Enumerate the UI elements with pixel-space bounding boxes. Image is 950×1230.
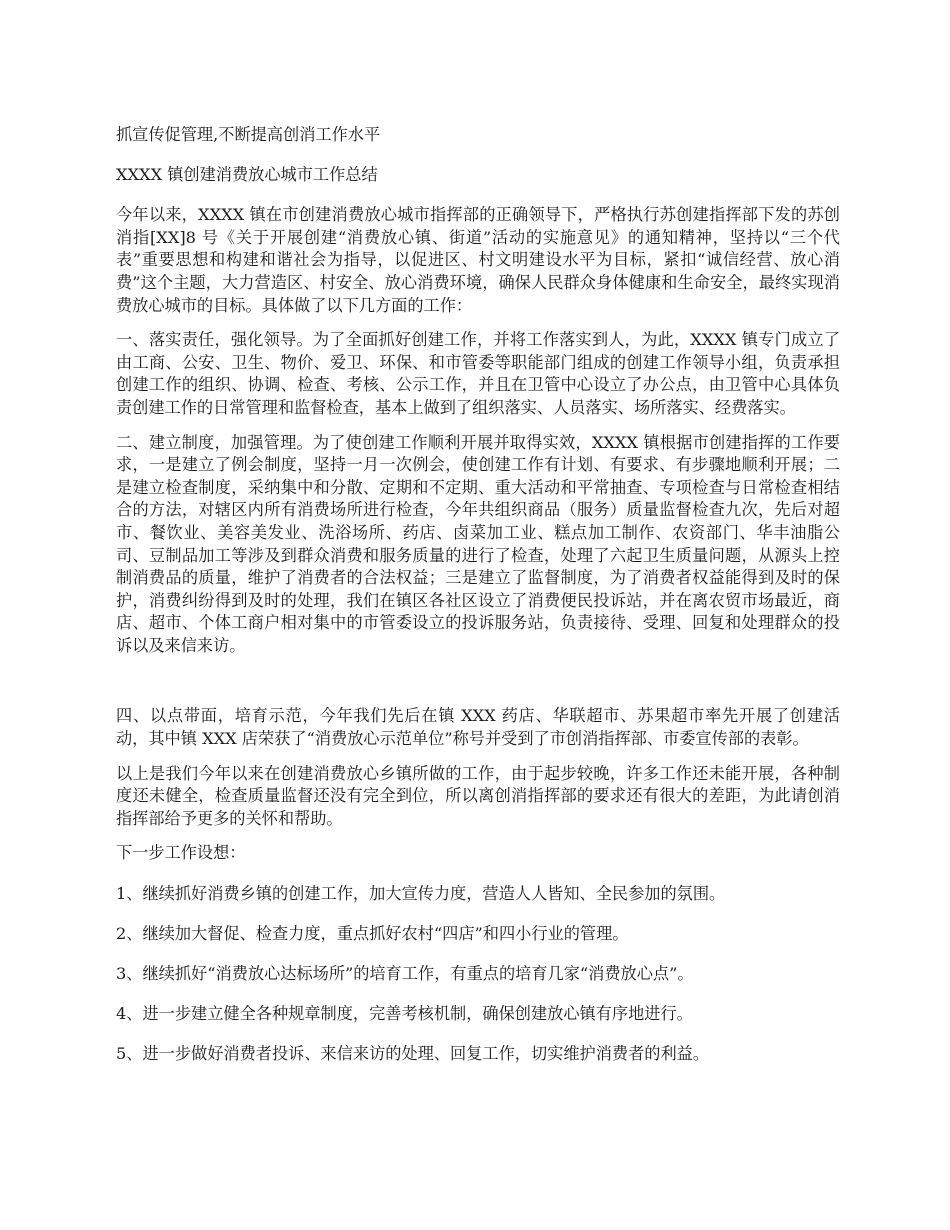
next-step-item: 4、进一步建立健全各种规章制度，完善考核机制，确保创建放心镇有序地进行。 xyxy=(116,1003,693,1023)
next-steps-title: 下一步工作设想： xyxy=(116,843,246,863)
next-step-item: 5、进一步做好消费者投诉、来信来访的处理、回复工作，切实维护消费者的利益。 xyxy=(116,1043,710,1063)
document-body xyxy=(116,124,840,1083)
next-step-item: 1、继续抓好消费乡镇的创建工作，加大宣传力度，营造人人皆知、全民参加的氛围。 xyxy=(116,883,726,903)
section-1-paragraph: 一、落实责任，强化领导。为了全面抓好创建工作，并将工作落实到人，为此，XXXX 镇专门成立了由工商、公安、卫生、物价、爱卫、环保、和市管委等职能部门组成的创建工作领导小组，负责承担创建工作的组织、协调、检查、考核、公示工作，并且在卫管中心设立了办公点，由卫管中心具体负责创建工作的日常管理和监督检查，基本上做到了组织落实、人员落实、场所落实、经费落实。 xyxy=(116,330,840,417)
intro-paragraph: 今年以来，XXXX 镇在市创建消费放心城市指挥部的正确领导下，严格执行苏创建指挥部下发的苏创消指[XX]8 号《关于开展创建“消费放心镇、街道”活动的实施意见》的通知精神，坚持以“三个代表”重要思想和构建和谐社会为指导，以促进区、村文明建设水平为目标，紧扣“诚信经营、放心消费”这个主题，大力营造区、村安全、放心消费环境，确保人民群众身体健康和生命安全，最终实现消费放心城市的目标。具体做了以下几方面的工作： xyxy=(116,205,840,315)
section-2-paragraph: 二、建立制度，加强管理。为了使创建工作顺利开展并取得实效，XXXX 镇根据市创建指挥的工作要求，一是建立了例会制度，坚持一月一次例会，使创建工作有计划、有要求、有步骤地顺利开展；二是建立检查制度，采纳集中和分散、定期和不定期、重大活动和平常抽查、专项检查与日常检查相结合的方法，对辖区内所有消费场所进行检查，今年共组织商品（服务）质量监督检查九次，先后对超市、餐饮业、美容美发业、洗浴场所、药店、卤菜加工业、糕点加工制作、农资部门、华丰油脂公司、豆制品加工等涉及到群众消费和服务质量的进行了检查，处理了六起卫生质量问题，从源头上控制消费品的质量，维护了消费者的合法权益；三是建立了监督制度，为了消费者权益能得到及时的保护，消费纠纷得到及时的处理，我们在镇区各社区设立了消费便民投诉站，并在离农贸市场最近，商店、超市、个体工商户相对集中的市管委设立的投诉服务站，负责接待、受理、回复和处理群众的投诉以及来信来访。 xyxy=(116,432,840,655)
section-4-paragraph: 四、以点带面，培育示范，今年我们先后在镇 XXX 药店、华联超市、苏果超市率先开展了创建活动，其中镇 XXX 店荣获了“消费放心示范单位”称号并受到了市创消指挥部、市委宣传部的表彰。 xyxy=(116,706,840,749)
heading-slogan: 抓宣传促管理,不断提高创消工作水平 xyxy=(116,125,381,144)
conclusion-paragraph: 以上是我们今年以来在创建消费放心乡镇所做的工作，由于起步较晚，许多工作还未能开展，各种制度还未健全，检查质量监督还没有完全到位，所以离创消指挥部的要求还有很大的差距，为此请创消指挥部给予更多的关怀和帮助。 xyxy=(116,763,840,828)
blank-gap xyxy=(116,669,840,705)
document-title: XXXX 镇创建消费放心城市工作总结 xyxy=(116,165,378,185)
next-step-item: 3、继续抓好“消费放心达标场所”的培育工作，有重点的培育几家“消费放心点”。 xyxy=(116,963,694,983)
next-step-item: 2、继续加大督促、检查力度，重点抓好农村“四店”和四小行业的管理。 xyxy=(116,923,629,943)
